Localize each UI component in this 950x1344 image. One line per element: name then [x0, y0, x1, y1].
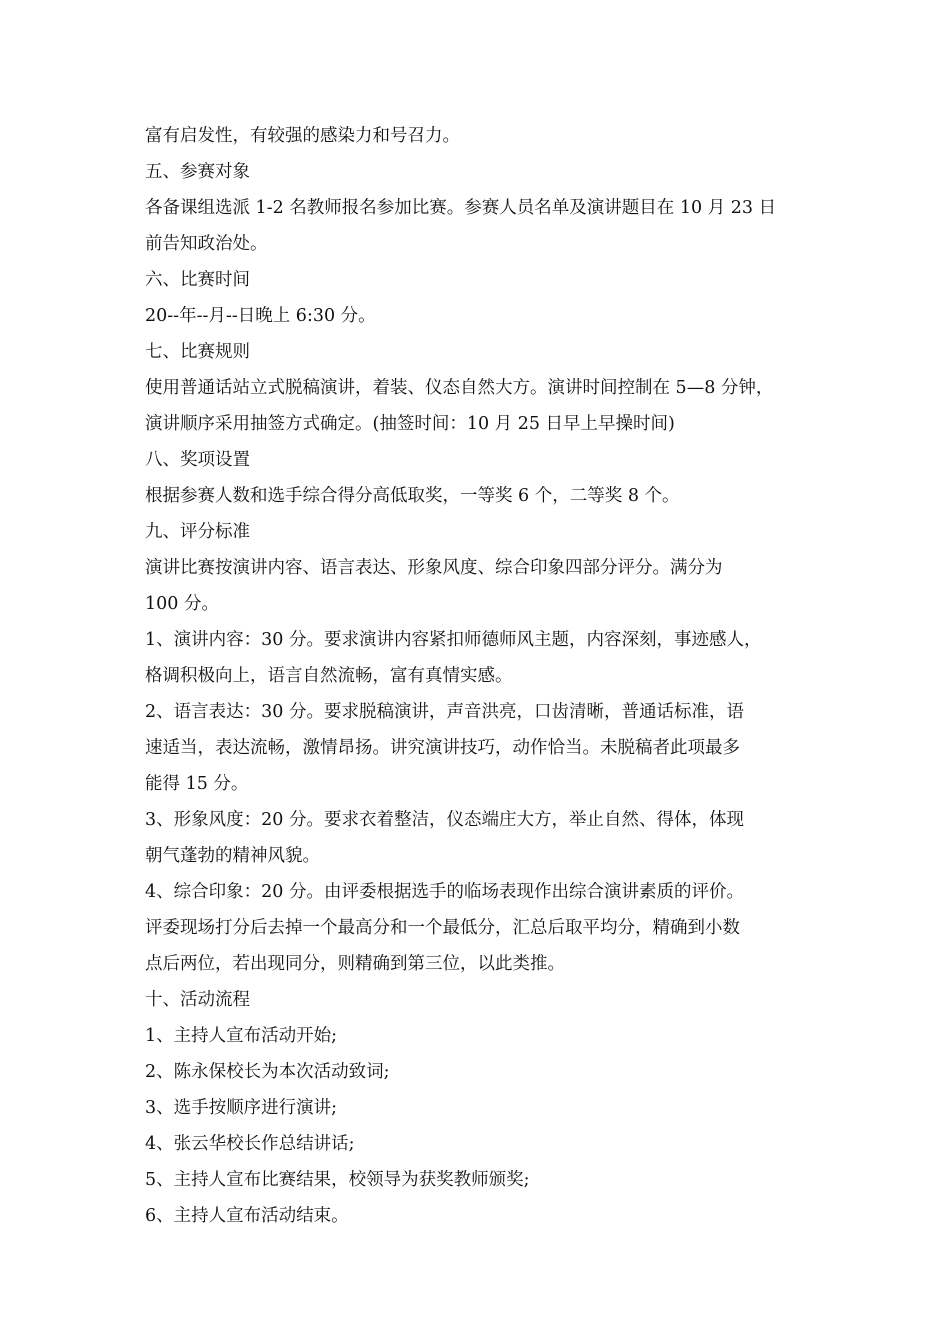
paragraph-line: 点后两位，若出现同分，则精确到第三位，以此类推。 — [145, 954, 565, 974]
scoring-item-content: 1、演讲内容：30 分。要求演讲内容紧扣师德师风主题，内容深刻，事迹感人， — [145, 630, 762, 650]
paragraph-line: 前告知政治处。 — [145, 234, 268, 254]
process-step: 4、张云华校长作总结讲话; — [145, 1134, 355, 1154]
section-heading-time: 六、比赛时间 — [145, 270, 250, 290]
document-body — [145, 118, 825, 1234]
process-step: 1、主持人宣布活动开始; — [145, 1026, 338, 1046]
process-step: 3、选手按顺序进行演讲; — [145, 1098, 338, 1118]
scoring-item-appearance: 3、形象风度：20 分。要求衣着整洁，仪态端庄大方，举止自然、得体，体现 — [145, 810, 744, 830]
paragraph-line: 能得 15 分。 — [145, 774, 249, 794]
paragraph-line: 评委现场打分后去掉一个最高分和一个最低分，汇总后取平均分，精确到小数 — [145, 918, 740, 938]
section-heading-process: 十、活动流程 — [145, 990, 250, 1010]
section-heading-awards: 八、奖项设置 — [145, 450, 250, 470]
process-step: 6、主持人宣布活动结束。 — [145, 1206, 349, 1226]
paragraph-line: 100 分。 — [145, 594, 219, 614]
paragraph-line: 根据参赛人数和选手综合得分高低取奖，一等奖 6 个，二等奖 8 个。 — [145, 486, 680, 506]
paragraph-line: 使用普通话站立式脱稿演讲，着装、仪态自然大方。演讲时间控制在 5—8 分钟， — [145, 378, 774, 398]
scoring-item-impression: 4、综合印象：20 分。由评委根据选手的临场表现作出综合演讲素质的评价。 — [145, 882, 744, 902]
scoring-item-language: 2、语言表达：30 分。要求脱稿演讲，声音洪亮，口齿清晰，普通话标准，语 — [145, 702, 744, 722]
process-step: 5、主持人宣布比赛结果，校领导为获奖教师颁奖; — [145, 1170, 530, 1190]
paragraph-line: 速适当，表达流畅，激情昂扬。讲究演讲技巧，动作恰当。未脱稿者此项最多 — [145, 738, 740, 758]
section-heading-rules: 七、比赛规则 — [145, 342, 250, 362]
paragraph-line: 演讲顺序采用抽签方式确定。(抽签时间：10 月 25 日早上早操时间) — [145, 414, 675, 434]
paragraph-line: 朝气蓬勃的精神风貌。 — [145, 846, 320, 866]
section-heading-scoring: 九、评分标准 — [145, 522, 250, 542]
process-step: 2、陈永保校长为本次活动致词; — [145, 1062, 390, 1082]
paragraph-line: 各备课组选派 1-2 名教师报名参加比赛。参赛人员名单及演讲题目在 10 月 23 日 — [145, 198, 777, 218]
paragraph-line: 格调积极向上，语言自然流畅，富有真情实感。 — [145, 666, 513, 686]
paragraph-line: 富有启发性，有较强的感染力和号召力。 — [145, 126, 460, 146]
paragraph-line: 演讲比赛按演讲内容、语言表达、形象风度、综合印象四部分评分。满分为 — [145, 558, 723, 578]
section-heading-participants: 五、参赛对象 — [145, 162, 250, 182]
paragraph-line: 20--年--月--日晚上 6:30 分。 — [145, 306, 376, 326]
